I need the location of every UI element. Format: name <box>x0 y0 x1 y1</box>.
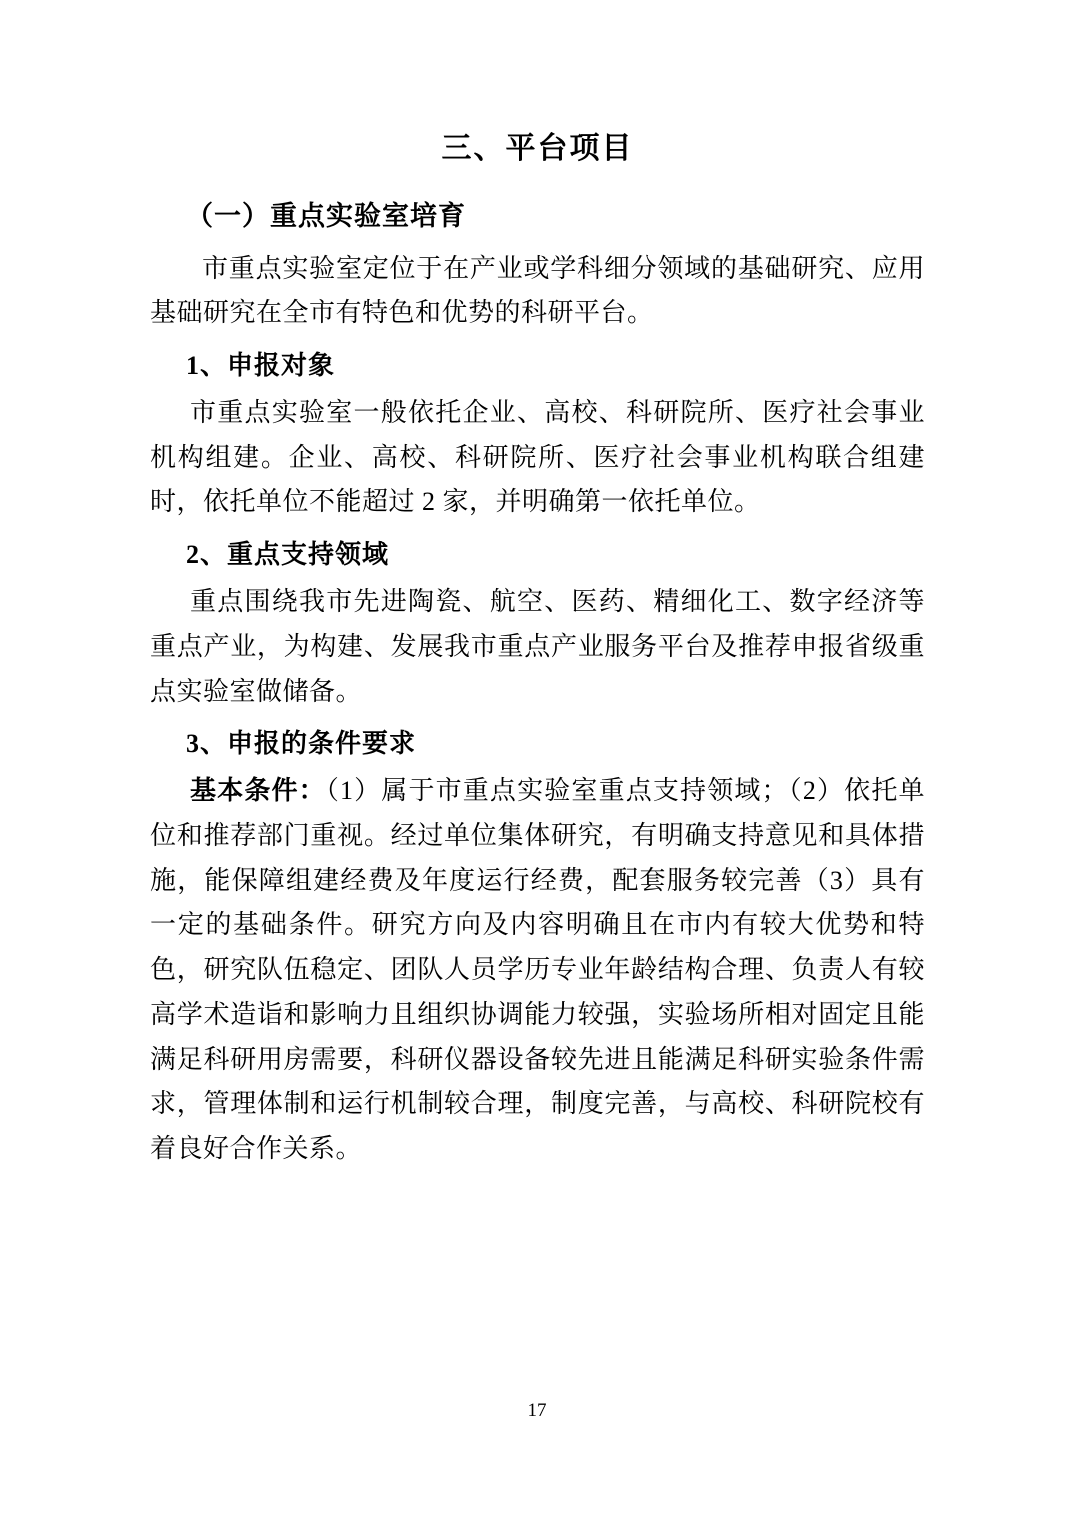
section-heading-support-areas: 2、重点支持领域 <box>186 540 390 570</box>
section-heading-platform-lab: （一）重点实验室培育 <box>186 201 466 231</box>
basic-conditions-label: 基本条件： <box>190 776 326 806</box>
page-content <box>150 128 925 1178</box>
paragraph-basic-conditions <box>150 769 925 1171</box>
page-number: 17 <box>527 1400 547 1421</box>
section-heading-requirements: 3、申报的条件要求 <box>186 729 417 759</box>
section-heading-applicants: 1、申报对象 <box>186 350 336 380</box>
page-title: 三、平台项目 <box>441 132 634 165</box>
paragraph-lab-definition: 市重点实验室定位于在产业或学科细分领域的基础研究、应用基础研究在全市有特色和优势的科研平台。 <box>150 253 925 328</box>
basic-conditions-text: （1）属于市重点实验室重点支持领域；（2）依托单位和推荐部门重视。经过单位集体研究，有明确支持意见和具体措施，能保障组建经费及年度运行经费，配套服务较完善（3）具有一定的基础条件。研究方向及内容明确且在市内有较大优势和特色，研究队伍稳定、团队人员学历专业年龄结构合理、负责人有较高学术造诣和影响力且组织协调能力较强，实验场所相对固定且能满足科研用房需要，科研仪器设备较先进且能满足科研实验条件需求，管理体制和运行机制较合理，制度完善，与高校、科研院校有着良好合作关系。 <box>150 776 925 1163</box>
paragraph-applicants: 市重点实验室一般依托企业、高校、科研院所、医疗社会事业机构组建。企业、高校、科研院所、医疗社会事业机构联合组建时，依托单位不能超过 2 家，并明确第一依托单位。 <box>150 397 925 517</box>
paragraph-support-areas: 重点围绕我市先进陶瓷、航空、医药、精细化工、数字经济等重点产业，为构建、发展我市重点产业服务平台及推荐申报省级重点实验室做储备。 <box>150 587 925 706</box>
